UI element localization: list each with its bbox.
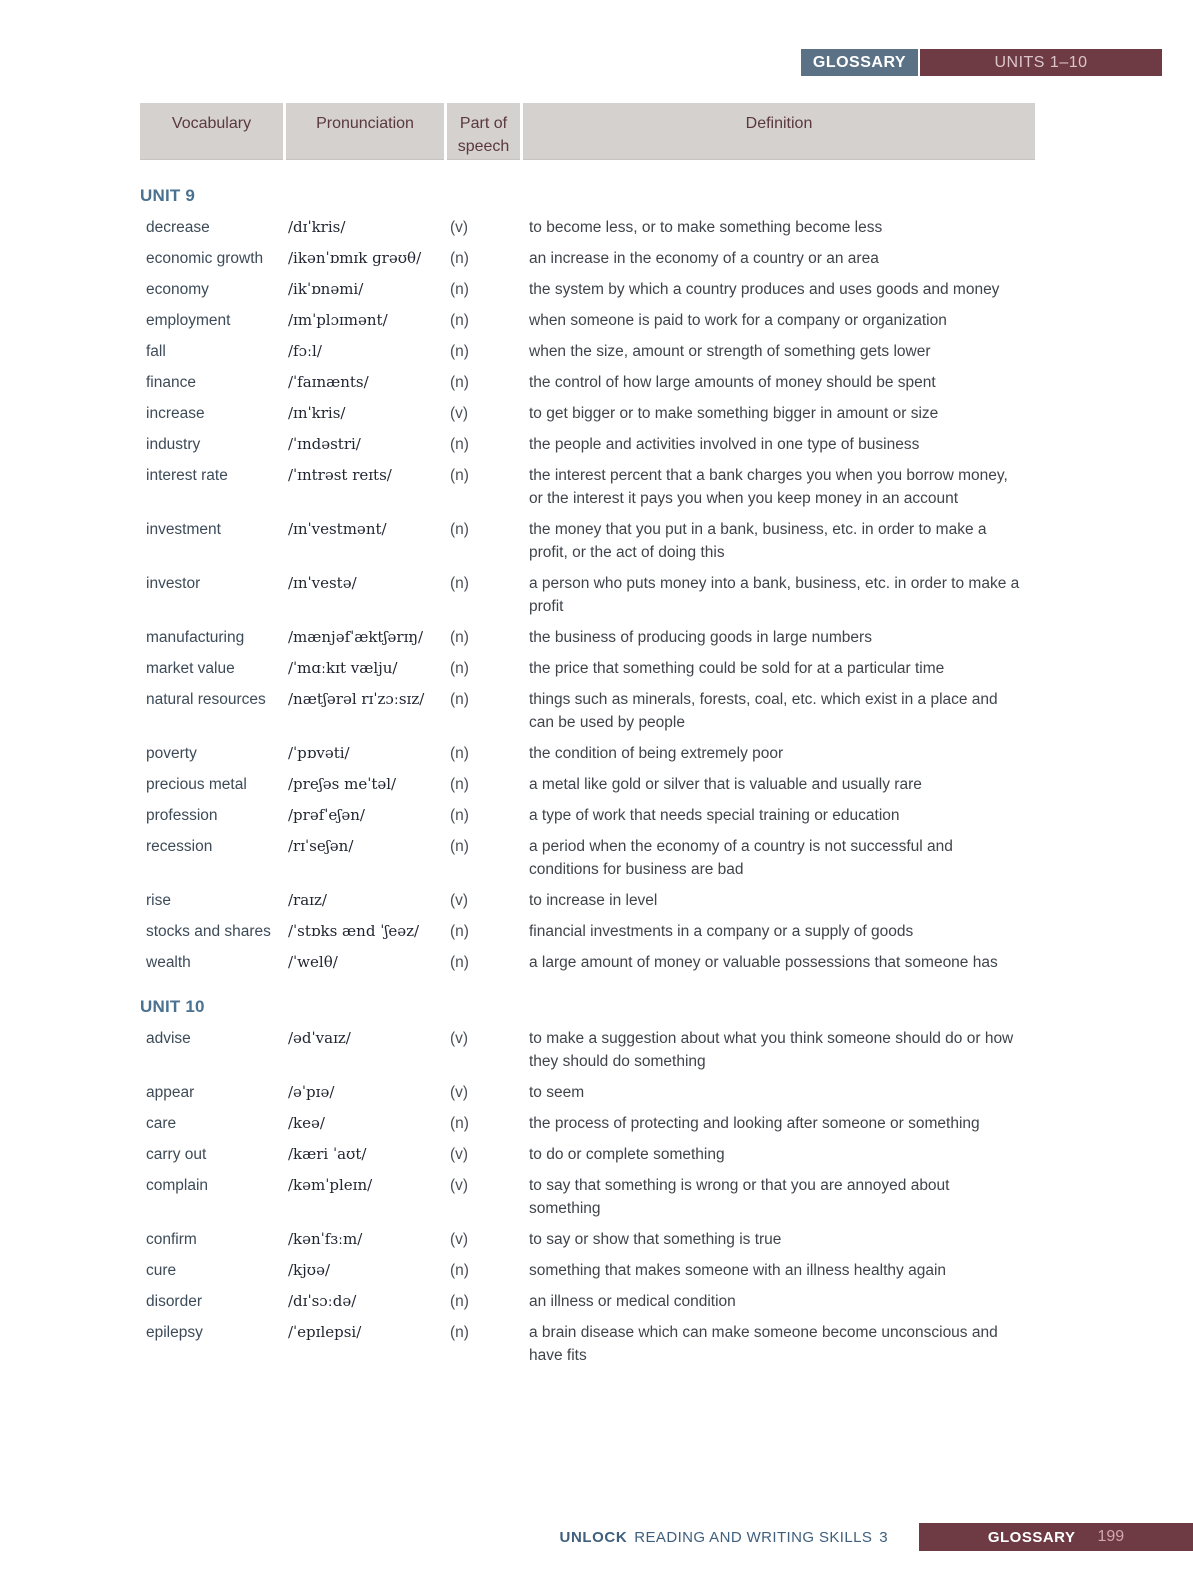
cell-pos: (n)	[450, 1293, 469, 1310]
cell-pron: /kjʊə/	[288, 1261, 331, 1279]
cell-pron: /ikənˈɒmɪk ɡrəʊθ/	[288, 249, 422, 267]
cell-word: disorder	[146, 1293, 202, 1310]
cell-pos: (v)	[450, 1084, 469, 1101]
cell-word: investment	[146, 521, 221, 538]
cell-word: natural resources	[146, 691, 266, 708]
cell-def: financial investments in a company or a supply of goods	[529, 923, 914, 940]
cell-pron: /dɪˈkris/	[288, 218, 346, 236]
cell-word: increase	[146, 405, 205, 422]
cell-word: profession	[146, 807, 218, 824]
unit-heading: UNIT 10	[140, 997, 205, 1016]
cell-pron: /kəmˈpleɪn/	[288, 1176, 373, 1194]
cell-word: advise	[146, 1030, 191, 1047]
cell-word: fall	[146, 343, 166, 360]
table-row	[140, 688, 1035, 734]
table-row	[140, 371, 1035, 394]
table-row	[140, 1027, 1035, 1073]
cell-word: carry out	[146, 1146, 207, 1163]
cell-pos: (v)	[450, 219, 469, 236]
cell-word: finance	[146, 374, 196, 391]
cell-word: investor	[146, 575, 201, 592]
cell-word: rise	[146, 892, 171, 909]
cell-def: the people and activities involved in one type of business	[529, 436, 920, 453]
book-series-title: READING AND WRITING SKILLS	[634, 1528, 873, 1546]
cell-word: stocks and shares	[146, 923, 271, 940]
table-row	[140, 1321, 1035, 1367]
cell-pos: (v)	[450, 1030, 469, 1047]
cell-pron: /dɪˈsɔːdə/	[288, 1292, 357, 1310]
cell-def: to make a suggestion about what you think someone should do or how they should do something	[529, 1030, 1014, 1070]
cell-pos: (n)	[450, 1115, 469, 1132]
cell-pron: /prəfˈeʃən/	[288, 806, 365, 824]
book-title	[560, 1523, 888, 1551]
table-row	[140, 835, 1035, 881]
table-row	[140, 742, 1035, 765]
cell-pron: /preʃəs meˈtəl/	[288, 775, 397, 793]
table-row	[140, 804, 1035, 827]
table-row	[140, 309, 1035, 332]
book-brand: UNLOCK	[559, 1528, 628, 1546]
cell-pos: (n)	[450, 521, 469, 538]
cell-def: to increase in level	[529, 892, 658, 909]
column-header-pronunciation: Pronunciation	[286, 103, 444, 160]
table-row	[140, 773, 1035, 796]
cell-pron: /ɪnˈvestmənt/	[288, 520, 387, 538]
cell-word: interest rate	[146, 467, 228, 484]
page-number: 199	[1097, 1528, 1125, 1545]
cell-def: to say or show that something is true	[529, 1231, 782, 1248]
column-header-vocabulary: Vocabulary	[140, 103, 283, 160]
cell-pos: (n)	[450, 923, 469, 940]
table-row	[140, 1290, 1035, 1313]
cell-def: to get bigger or to make something bigger in amount or size	[529, 405, 939, 422]
cell-pos: (v)	[450, 892, 469, 909]
cell-word: industry	[146, 436, 201, 453]
cell-pos: (n)	[450, 1324, 469, 1341]
cell-def: to become less, or to make something become less	[529, 219, 883, 236]
table-row	[140, 657, 1035, 680]
cell-word: complain	[146, 1177, 209, 1194]
cell-pron: /kənˈfɜːm/	[288, 1230, 363, 1248]
table-row	[140, 920, 1035, 943]
cell-pron: /ˈwelθ/	[288, 953, 338, 971]
table-row	[140, 951, 1035, 974]
cell-pos: (n)	[450, 281, 469, 298]
cell-pos: (n)	[450, 838, 469, 855]
cell-def: an illness or medical condition	[529, 1293, 736, 1310]
cell-word: confirm	[146, 1231, 197, 1248]
cell-pron: /ˈɪntrəst reɪts/	[288, 466, 392, 484]
cell-pos: (n)	[450, 745, 469, 762]
cell-pron: /ˈepɪlepsi/	[288, 1323, 362, 1341]
cell-def: the process of protecting and looking after someone or something	[529, 1115, 980, 1132]
cell-pron: /kæri ˈaʊt/	[288, 1145, 367, 1163]
footer-section-bar	[919, 1523, 1193, 1551]
cell-pron: /raɪz/	[288, 891, 327, 909]
table-row	[140, 278, 1035, 301]
cell-pron: /əˈpɪə/	[288, 1083, 335, 1101]
cell-word: recession	[146, 838, 213, 855]
cell-pron: /ˈstɒks ænd ˈʃeəz/	[288, 922, 420, 940]
cell-pos: (v)	[450, 1177, 469, 1194]
cell-word: wealth	[146, 954, 191, 971]
table-row	[140, 1174, 1035, 1220]
cell-word: poverty	[146, 745, 197, 762]
book-level: 3	[879, 1528, 888, 1546]
cell-word: employment	[146, 312, 231, 329]
table-row	[140, 626, 1035, 649]
cell-pos: (n)	[450, 954, 469, 971]
cell-pron: /ˈmɑːkɪt vælju/	[288, 659, 398, 677]
cell-pos: (n)	[450, 374, 469, 391]
table-row	[140, 1228, 1035, 1251]
cell-pos: (n)	[450, 250, 469, 267]
cell-pos: (n)	[450, 467, 469, 484]
table-row	[140, 1112, 1035, 1135]
cell-def: a type of work that needs special training or education	[529, 807, 900, 824]
table-row	[140, 518, 1035, 564]
cell-def: when the size, amount or strength of something gets lower	[529, 343, 931, 360]
table-row	[140, 1259, 1035, 1282]
page-header	[801, 49, 1162, 76]
cell-pron: /rɪˈseʃən/	[288, 837, 354, 855]
cell-def: when someone is paid to work for a company or organization	[529, 312, 947, 329]
cell-word: epilepsy	[146, 1324, 203, 1341]
cell-pron: /ˈfaɪnænts/	[288, 373, 369, 391]
table-row	[140, 1081, 1035, 1104]
cell-pos: (n)	[450, 312, 469, 329]
cell-pos: (v)	[450, 405, 469, 422]
cell-pron: /keə/	[288, 1114, 325, 1132]
cell-word: precious metal	[146, 776, 247, 793]
cell-pron: /nætʃərəl rɪˈzɔːsɪz/	[288, 690, 425, 708]
cell-pos: (n)	[450, 691, 469, 708]
cell-word: appear	[146, 1084, 195, 1101]
cell-def: the price that something could be sold for at a particular time	[529, 660, 945, 677]
cell-def: the condition of being extremely poor	[529, 745, 784, 762]
cell-def: to say that something is wrong or that you are annoyed about something	[529, 1177, 950, 1217]
cell-pron: /ˈpɒvəti/	[288, 744, 350, 762]
page-footer	[0, 1523, 1193, 1551]
table-row	[140, 247, 1035, 270]
table-row	[140, 464, 1035, 510]
cell-pron: /ikˈɒnəmi/	[288, 280, 364, 298]
cell-word: cure	[146, 1262, 177, 1279]
cell-pos: (n)	[450, 660, 469, 677]
cell-def: to seem	[529, 1084, 585, 1101]
cell-def: the interest percent that a bank charges you when you borrow money, or the interest it pays you when you keep money in an account	[529, 467, 1008, 507]
column-header-definition: Definition	[523, 103, 1035, 160]
table-row	[140, 216, 1035, 239]
cell-pos: (n)	[450, 776, 469, 793]
cell-pron: /mænjəfˈæktʃərɪŋ/	[288, 628, 424, 646]
cell-def: a metal like gold or silver that is valuable and usually rare	[529, 776, 922, 793]
cell-def: the control of how large amounts of money should be spent	[529, 374, 936, 391]
cell-pos: (n)	[450, 436, 469, 453]
column-header-part-of-speech: Part of speech	[447, 103, 520, 160]
cell-pron: /ɪnˈvestə/	[288, 574, 357, 592]
cell-pron: /ɪnˈkris/	[288, 404, 346, 422]
cell-pos: (n)	[450, 1262, 469, 1279]
cell-def: a brain disease which can make someone become unconscious and have fits	[529, 1324, 998, 1364]
table-row	[140, 340, 1035, 363]
cell-pos: (n)	[450, 629, 469, 646]
cell-def: a period when the economy of a country is not successful and conditions for business are bad	[529, 838, 953, 878]
cell-word: economic growth	[146, 250, 264, 267]
cell-def: the money that you put in a bank, business, etc. in order to make a profit, or the act of doing this	[529, 521, 987, 561]
cell-pos: (n)	[450, 343, 469, 360]
units-range-label: UNITS 1–10	[920, 49, 1162, 76]
cell-pos: (v)	[450, 1231, 469, 1248]
cell-def: the system by which a country produces and uses goods and money	[529, 281, 1000, 298]
cell-def: an increase in the economy of a country or an area	[529, 250, 879, 267]
cell-pron: /fɔːl/	[288, 342, 322, 360]
table-row	[140, 889, 1035, 912]
cell-def: a person who puts money into a bank, business, etc. in order to make a profit	[529, 575, 1020, 615]
cell-def: a large amount of money or valuable possessions that someone has	[529, 954, 998, 971]
cell-word: care	[146, 1115, 177, 1132]
unit-heading: UNIT 9	[140, 186, 196, 205]
cell-def: things such as minerals, forests, coal, etc. which exist in a place and can be used by people	[529, 691, 998, 731]
cell-word: economy	[146, 281, 209, 298]
cell-def: the business of producing goods in large numbers	[529, 629, 872, 646]
cell-def: to do or complete something	[529, 1146, 725, 1163]
table-row	[140, 433, 1035, 456]
table-row	[140, 572, 1035, 618]
glossary-table	[140, 170, 1035, 1375]
cell-pron: /ɪmˈplɔɪmənt/	[288, 311, 388, 329]
table-header	[140, 103, 1035, 160]
cell-word: decrease	[146, 219, 210, 236]
cell-word: market value	[146, 660, 235, 677]
cell-word: manufacturing	[146, 629, 245, 646]
cell-pos: (n)	[450, 575, 469, 592]
table-row	[140, 402, 1035, 425]
cell-pos: (v)	[450, 1146, 469, 1163]
footer-section-label: GLOSSARY	[987, 1528, 1076, 1546]
table-row	[140, 1143, 1035, 1166]
cell-pos: (n)	[450, 807, 469, 824]
cell-pron: /ədˈvaɪz/	[288, 1029, 351, 1047]
cell-pron: /ˈɪndəstri/	[288, 435, 361, 453]
cell-def: something that makes someone with an illness healthy again	[529, 1262, 947, 1279]
glossary-tab-label: GLOSSARY	[801, 49, 918, 76]
